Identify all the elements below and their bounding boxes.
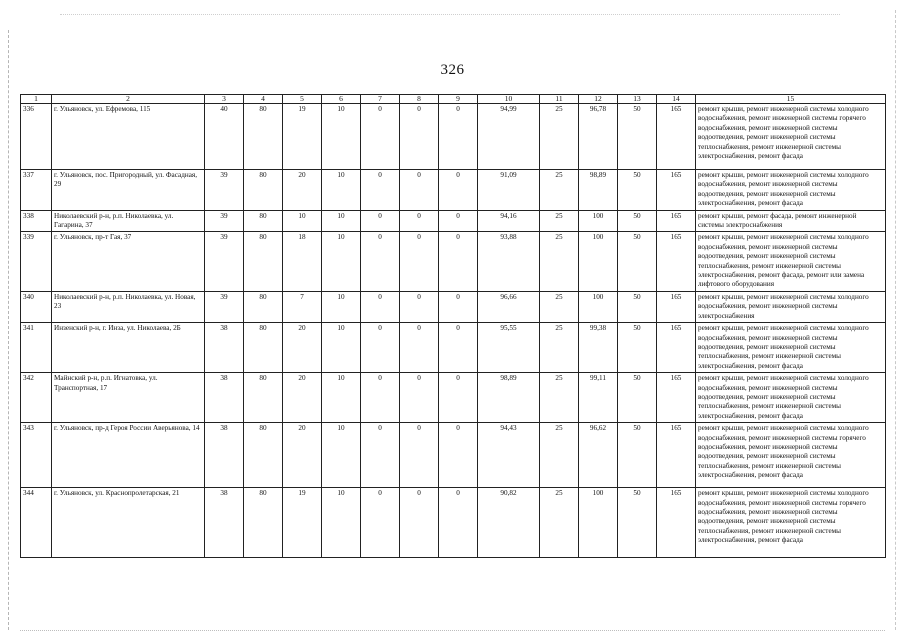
column-number-15: 15	[696, 95, 886, 104]
value-cell-c6: 10	[322, 170, 361, 211]
value-cell-c3: 38	[205, 488, 244, 558]
page-number: 326	[440, 62, 465, 78]
address-cell: Николаевский р-н, р.п. Николаевка, ул. Новая, 23	[52, 291, 205, 322]
value-cell-c14: 165	[657, 210, 696, 232]
works-list-cell: ремонт крыши, ремонт инженерной системы холодного водоснабжения, ремонт инженерной системы горячего водоснабжения, ремонт инженерной системы водоотведения, ремонт инженерной системы теплоснабжения, ремонт инженерной системы электроснабжения, ремонт фасада	[696, 104, 886, 170]
row-number-cell: 336	[21, 104, 52, 170]
value-cell-c13: 50	[618, 323, 657, 373]
value-cell-c8: 0	[400, 423, 439, 488]
table-row	[21, 488, 886, 558]
value-cell-c7: 0	[361, 323, 400, 373]
value-cell-c11: 25	[540, 323, 579, 373]
value-cell-c11: 25	[540, 423, 579, 488]
value-cell-c7: 0	[361, 373, 400, 423]
address-cell: Николаевский р-н, р.п. Николаевка, ул. Гагарина, 37	[52, 210, 205, 232]
works-list-cell: ремонт крыши, ремонт инженерной системы холодного водоснабжения, ремонт инженерной системы электроснабжения	[696, 291, 886, 322]
row-number-cell: 342	[21, 373, 52, 423]
column-number-13: 13	[618, 95, 657, 104]
value-cell-c5: 10	[283, 210, 322, 232]
value-cell-c7: 0	[361, 488, 400, 558]
value-cell-c12: 99,11	[579, 373, 618, 423]
scan-top-line	[60, 14, 840, 15]
value-cell-c11: 25	[540, 210, 579, 232]
value-cell-c13: 50	[618, 488, 657, 558]
value-cell-c4: 80	[244, 323, 283, 373]
value-cell-c4: 80	[244, 232, 283, 291]
value-cell-c12: 100	[579, 488, 618, 558]
value-cell-c3: 40	[205, 104, 244, 170]
value-cell-c8: 0	[400, 104, 439, 170]
value-cell-c12: 99,38	[579, 323, 618, 373]
column-number-1: 1	[21, 95, 52, 104]
value-cell-c5: 7	[283, 291, 322, 322]
value-cell-c3: 38	[205, 373, 244, 423]
value-cell-c5: 20	[283, 170, 322, 211]
table-row	[21, 170, 886, 211]
value-cell-c8: 0	[400, 373, 439, 423]
address-cell: Майнский р-н, р.п. Игнатовка, ул. Транспортная, 17	[52, 373, 205, 423]
column-number-4: 4	[244, 95, 283, 104]
works-list-cell: ремонт крыши, ремонт инженерной системы холодного водоснабжения, ремонт инженерной системы водоотведения, ремонт инженерной системы теплоснабжения, ремонт инженерной системы электроснабжения, ремонт фасада, ремонт или замена лифтового оборудования	[696, 232, 886, 291]
value-cell-c6: 10	[322, 291, 361, 322]
address-cell: г. Ульяновск, ул. Ефремова, 115	[52, 104, 205, 170]
value-cell-c9: 0	[439, 291, 478, 322]
works-list-cell: ремонт крыши, ремонт инженерной системы холодного водоснабжения, ремонт инженерной системы водоотведения, ремонт инженерной системы теплоснабжения, ремонт инженерной системы электроснабжения, ремонт фасада	[696, 323, 886, 373]
works-list-cell: ремонт крыши, ремонт инженерной системы холодного водоснабжения, ремонт инженерной системы горячего водоснабжения, ремонт инженерной системы водоотведения, ремонт инженерной системы теплоснабжения, ремонт инженерной системы электроснабжения, ремонт фасада	[696, 488, 886, 558]
value-cell-c8: 0	[400, 323, 439, 373]
table-row	[21, 423, 886, 488]
scan-bottom-edge	[20, 630, 885, 631]
value-cell-c5: 20	[283, 323, 322, 373]
value-cell-c5: 20	[283, 423, 322, 488]
row-number-cell: 341	[21, 323, 52, 373]
value-cell-c7: 0	[361, 232, 400, 291]
value-cell-c10: 98,89	[478, 373, 540, 423]
housing-repair-table	[20, 94, 886, 558]
table-row	[21, 291, 886, 322]
value-cell-c7: 0	[361, 210, 400, 232]
address-cell: Инзенский р-н, г. Инза, ул. Николаева, 2Б	[52, 323, 205, 373]
column-number-14: 14	[657, 95, 696, 104]
value-cell-c8: 0	[400, 232, 439, 291]
value-cell-c10: 94,16	[478, 210, 540, 232]
scan-edge-left	[8, 30, 9, 630]
value-cell-c14: 165	[657, 291, 696, 322]
address-cell: г. Ульяновск, пос. Пригородный, ул. Фасадная, 29	[52, 170, 205, 211]
value-cell-c12: 98,89	[579, 170, 618, 211]
value-cell-c9: 0	[439, 373, 478, 423]
row-number-cell: 344	[21, 488, 52, 558]
value-cell-c9: 0	[439, 170, 478, 211]
value-cell-c4: 80	[244, 291, 283, 322]
value-cell-c9: 0	[439, 210, 478, 232]
column-number-7: 7	[361, 95, 400, 104]
value-cell-c14: 165	[657, 423, 696, 488]
value-cell-c3: 39	[205, 210, 244, 232]
row-number-cell: 339	[21, 232, 52, 291]
value-cell-c6: 10	[322, 373, 361, 423]
value-cell-c7: 0	[361, 291, 400, 322]
row-number-cell: 340	[21, 291, 52, 322]
value-cell-c10: 90,82	[478, 488, 540, 558]
column-number-6: 6	[322, 95, 361, 104]
table-row	[21, 210, 886, 232]
value-cell-c5: 20	[283, 373, 322, 423]
column-number-11: 11	[540, 95, 579, 104]
value-cell-c10: 94,43	[478, 423, 540, 488]
value-cell-c11: 25	[540, 488, 579, 558]
value-cell-c7: 0	[361, 423, 400, 488]
value-cell-c10: 95,55	[478, 323, 540, 373]
value-cell-c9: 0	[439, 423, 478, 488]
value-cell-c14: 165	[657, 323, 696, 373]
column-number-8: 8	[400, 95, 439, 104]
address-cell: г. Ульяновск, пр-т Гая, 37	[52, 232, 205, 291]
value-cell-c11: 25	[540, 232, 579, 291]
value-cell-c9: 0	[439, 104, 478, 170]
value-cell-c13: 50	[618, 170, 657, 211]
value-cell-c9: 0	[439, 323, 478, 373]
value-cell-c4: 80	[244, 104, 283, 170]
value-cell-c14: 165	[657, 104, 696, 170]
value-cell-c11: 25	[540, 291, 579, 322]
value-cell-c4: 80	[244, 488, 283, 558]
value-cell-c10: 91,09	[478, 170, 540, 211]
works-list-cell: ремонт крыши, ремонт инженерной системы холодного водоснабжения, ремонт инженерной системы водоотведения, ремонт инженерной системы электроснабжения, ремонт фасада	[696, 170, 886, 211]
value-cell-c14: 165	[657, 232, 696, 291]
row-number-cell: 337	[21, 170, 52, 211]
value-cell-c3: 39	[205, 170, 244, 211]
value-cell-c10: 94,99	[478, 104, 540, 170]
value-cell-c9: 0	[439, 232, 478, 291]
value-cell-c13: 50	[618, 210, 657, 232]
column-number-10: 10	[478, 95, 540, 104]
value-cell-c6: 10	[322, 210, 361, 232]
table-row	[21, 232, 886, 291]
value-cell-c6: 10	[322, 104, 361, 170]
value-cell-c4: 80	[244, 423, 283, 488]
table-row	[21, 323, 886, 373]
value-cell-c8: 0	[400, 488, 439, 558]
row-number-cell: 343	[21, 423, 52, 488]
value-cell-c14: 165	[657, 170, 696, 211]
value-cell-c13: 50	[618, 423, 657, 488]
works-list-cell: ремонт крыши, ремонт инженерной системы холодного водоснабжения, ремонт инженерной системы горячего водоснабжения, ремонт инженерной системы водоотведения, ремонт инженерной системы теплоснабжения, ремонт инженерной системы электроснабжения, ремонт фасада	[696, 423, 886, 488]
value-cell-c3: 39	[205, 232, 244, 291]
value-cell-c13: 50	[618, 291, 657, 322]
value-cell-c6: 10	[322, 423, 361, 488]
value-cell-c11: 25	[540, 373, 579, 423]
table-row	[21, 373, 886, 423]
value-cell-c8: 0	[400, 170, 439, 211]
value-cell-c6: 10	[322, 232, 361, 291]
value-cell-c4: 80	[244, 210, 283, 232]
value-cell-c10: 96,66	[478, 291, 540, 322]
value-cell-c5: 18	[283, 232, 322, 291]
value-cell-c3: 38	[205, 423, 244, 488]
column-number-3: 3	[205, 95, 244, 104]
value-cell-c4: 80	[244, 170, 283, 211]
value-cell-c13: 50	[618, 104, 657, 170]
address-cell: г. Ульяновск, пр-д Героя России Аверьянова, 14	[52, 423, 205, 488]
column-number-row	[21, 95, 886, 104]
value-cell-c9: 0	[439, 488, 478, 558]
row-number-cell: 338	[21, 210, 52, 232]
value-cell-c11: 25	[540, 170, 579, 211]
column-number-9: 9	[439, 95, 478, 104]
value-cell-c6: 10	[322, 323, 361, 373]
table-row	[21, 104, 886, 170]
scan-edge-right	[895, 10, 896, 630]
address-cell: г. Ульяновск, ул. Краснопролетарская, 21	[52, 488, 205, 558]
value-cell-c5: 19	[283, 488, 322, 558]
works-list-cell: ремонт крыши, ремонт инженерной системы холодного водоснабжения, ремонт инженерной системы водоотведения, ремонт инженерной системы теплоснабжения, ремонт инженерной системы электроснабжения, ремонт фасада	[696, 373, 886, 423]
value-cell-c11: 25	[540, 104, 579, 170]
value-cell-c14: 165	[657, 373, 696, 423]
value-cell-c12: 96,78	[579, 104, 618, 170]
value-cell-c12: 100	[579, 232, 618, 291]
value-cell-c8: 0	[400, 291, 439, 322]
value-cell-c3: 38	[205, 323, 244, 373]
value-cell-c13: 50	[618, 232, 657, 291]
column-number-12: 12	[579, 95, 618, 104]
column-number-2: 2	[52, 95, 205, 104]
value-cell-c4: 80	[244, 373, 283, 423]
value-cell-c7: 0	[361, 170, 400, 211]
works-list-cell: ремонт крыши, ремонт фасада, ремонт инженерной системы электроснабжения	[696, 210, 886, 232]
value-cell-c6: 10	[322, 488, 361, 558]
value-cell-c10: 93,88	[478, 232, 540, 291]
value-cell-c13: 50	[618, 373, 657, 423]
value-cell-c12: 100	[579, 210, 618, 232]
value-cell-c12: 96,62	[579, 423, 618, 488]
column-number-5: 5	[283, 95, 322, 104]
value-cell-c8: 0	[400, 210, 439, 232]
value-cell-c12: 100	[579, 291, 618, 322]
value-cell-c5: 19	[283, 104, 322, 170]
value-cell-c7: 0	[361, 104, 400, 170]
value-cell-c3: 39	[205, 291, 244, 322]
value-cell-c14: 165	[657, 488, 696, 558]
